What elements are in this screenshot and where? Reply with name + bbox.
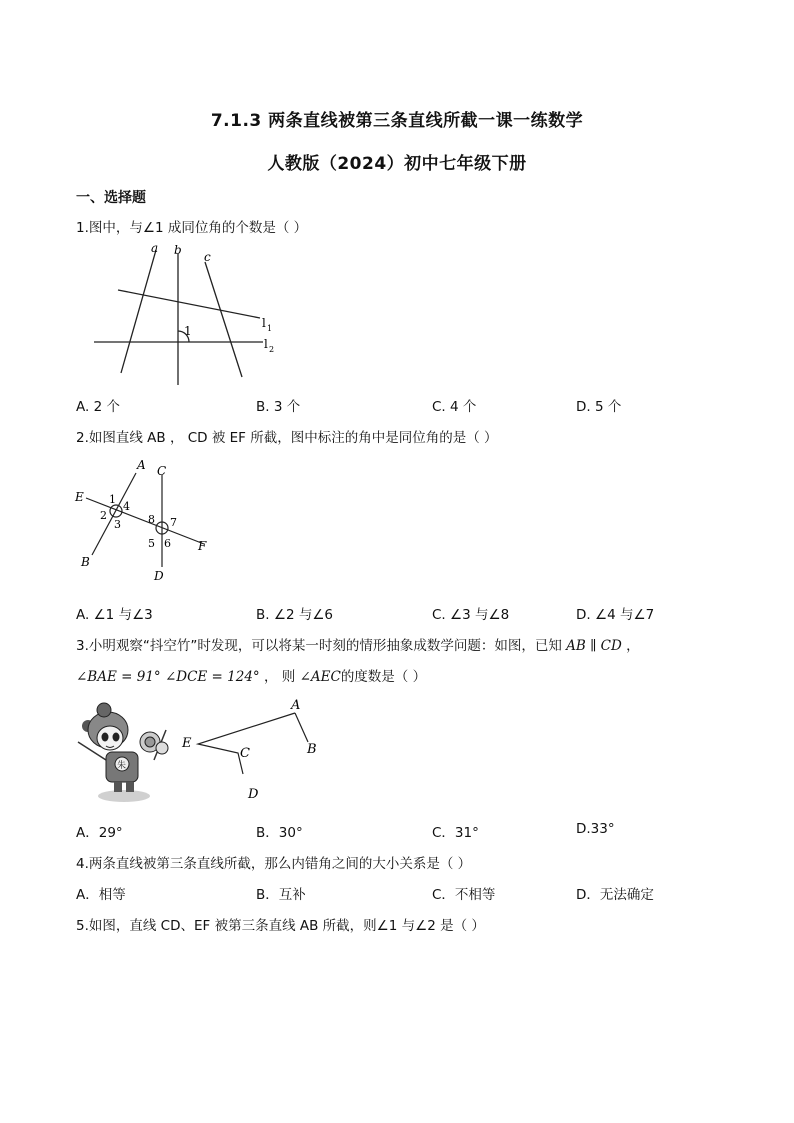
label-F: F <box>198 539 207 553</box>
q1-option-b[interactable]: B. 3 个 <box>256 399 301 415</box>
label-c: c <box>204 250 211 264</box>
girl-diabolo-illustration <box>76 700 174 804</box>
question-2-figure <box>70 455 220 590</box>
q2-option-b[interactable]: B. ∠2 与∠6 <box>256 607 334 623</box>
q3-text-d: 的度数是（ ） <box>340 669 427 685</box>
label-l2-sub: 2 <box>269 345 275 354</box>
question-3-figure <box>175 695 325 810</box>
q4-option-a[interactable]: A．相等 <box>76 887 126 903</box>
q1-option-d[interactable]: D. 5 个 <box>576 399 622 415</box>
q4-option-b[interactable]: B．互补 <box>256 887 306 903</box>
line-c <box>205 262 242 377</box>
line-a <box>121 250 156 373</box>
label-angle-2: 2 <box>100 509 107 522</box>
label-B: B <box>307 742 317 757</box>
question-3-text <box>76 634 640 654</box>
label-E: E <box>75 490 84 504</box>
question-3-text-line2 <box>76 665 426 685</box>
q3-option-d[interactable]: D.33° <box>576 821 615 837</box>
question-5-text: 5.如图，直线 CD、EF 被第三条直线 AB 所截，则∠1 与∠2 是（ ） <box>76 918 485 934</box>
segment-ab <box>295 713 308 742</box>
q3-option-c[interactable]: C．31° <box>432 825 479 841</box>
label-angle-1: 1 <box>109 493 116 506</box>
label-C: C <box>157 464 167 478</box>
q2-option-c[interactable]: C. ∠3 与∠8 <box>432 607 510 623</box>
label-a: a <box>151 241 159 255</box>
question-2-text: 2.如图直线 AB ， CD 被 EF 所截，图中标注的角中是同位角的是（ ） <box>76 430 498 446</box>
label-A: A <box>291 698 301 713</box>
label-E: E <box>182 736 192 751</box>
q3-option-a[interactable]: A．29° <box>76 825 123 841</box>
label-angle-7: 7 <box>170 516 177 529</box>
line-l1 <box>118 290 260 318</box>
q1-option-c[interactable]: C. 4 个 <box>432 399 477 415</box>
label-B: B <box>81 555 90 569</box>
page-subtitle: 人教版（2024）初中七年级下册 <box>267 154 527 174</box>
label-A: A <box>137 458 146 472</box>
section-heading: 一、选择题 <box>76 190 146 206</box>
question-1-figure <box>88 240 288 390</box>
label-angle-4: 4 <box>123 500 130 513</box>
label-angle-5: 5 <box>148 537 155 550</box>
q4-option-c[interactable]: C．不相等 <box>432 887 496 903</box>
shirt-character: 朱 <box>117 761 127 771</box>
label-l1: l <box>262 316 266 330</box>
label-angle-6: 6 <box>164 537 171 550</box>
label-angle-1: 1 <box>184 324 192 338</box>
label-l1-sub: 1 <box>267 324 273 333</box>
q3-math-parallel: AB ∥ CD <box>566 638 622 654</box>
q3-option-b[interactable]: B．30° <box>256 825 303 841</box>
q3-text-a: 3.小明观察“抖空竹”时发现，可以将某一时刻的情形抽象成数学问题：如图，已知 <box>76 638 567 654</box>
page-title: 7.1.3 两条直线被第三条直线所截一课一练数学 <box>210 111 584 131</box>
polyline-aecd <box>198 713 295 774</box>
question-1-text: 1.图中，与∠1 成同位角的个数是（ ） <box>76 220 308 236</box>
line-ab <box>92 473 136 555</box>
label-angle-8: 8 <box>148 513 155 526</box>
label-C: C <box>240 746 250 761</box>
q4-option-d[interactable]: D．无法确定 <box>576 887 654 903</box>
label-l2: l <box>264 337 268 351</box>
q3-math-aec: ∠AEC <box>299 669 341 685</box>
q2-option-d[interactable]: D. ∠4 与∠7 <box>576 607 655 623</box>
q3-text-c: ， 则 <box>259 669 300 685</box>
q3-math-angles: ∠BAE = 91° ∠DCE = 124° <box>76 669 260 685</box>
q2-option-a[interactable]: A. ∠1 与∠3 <box>76 607 153 623</box>
question-4-text: 4.两条直线被第三条直线所截，那么内错角之间的大小关系是（ ） <box>76 856 472 872</box>
label-b: b <box>174 243 182 257</box>
q3-text-b: ， <box>621 638 640 654</box>
label-D: D <box>154 569 164 583</box>
q1-option-a[interactable]: A. 2 个 <box>76 399 120 415</box>
label-angle-3: 3 <box>114 518 121 531</box>
label-D: D <box>248 787 259 802</box>
